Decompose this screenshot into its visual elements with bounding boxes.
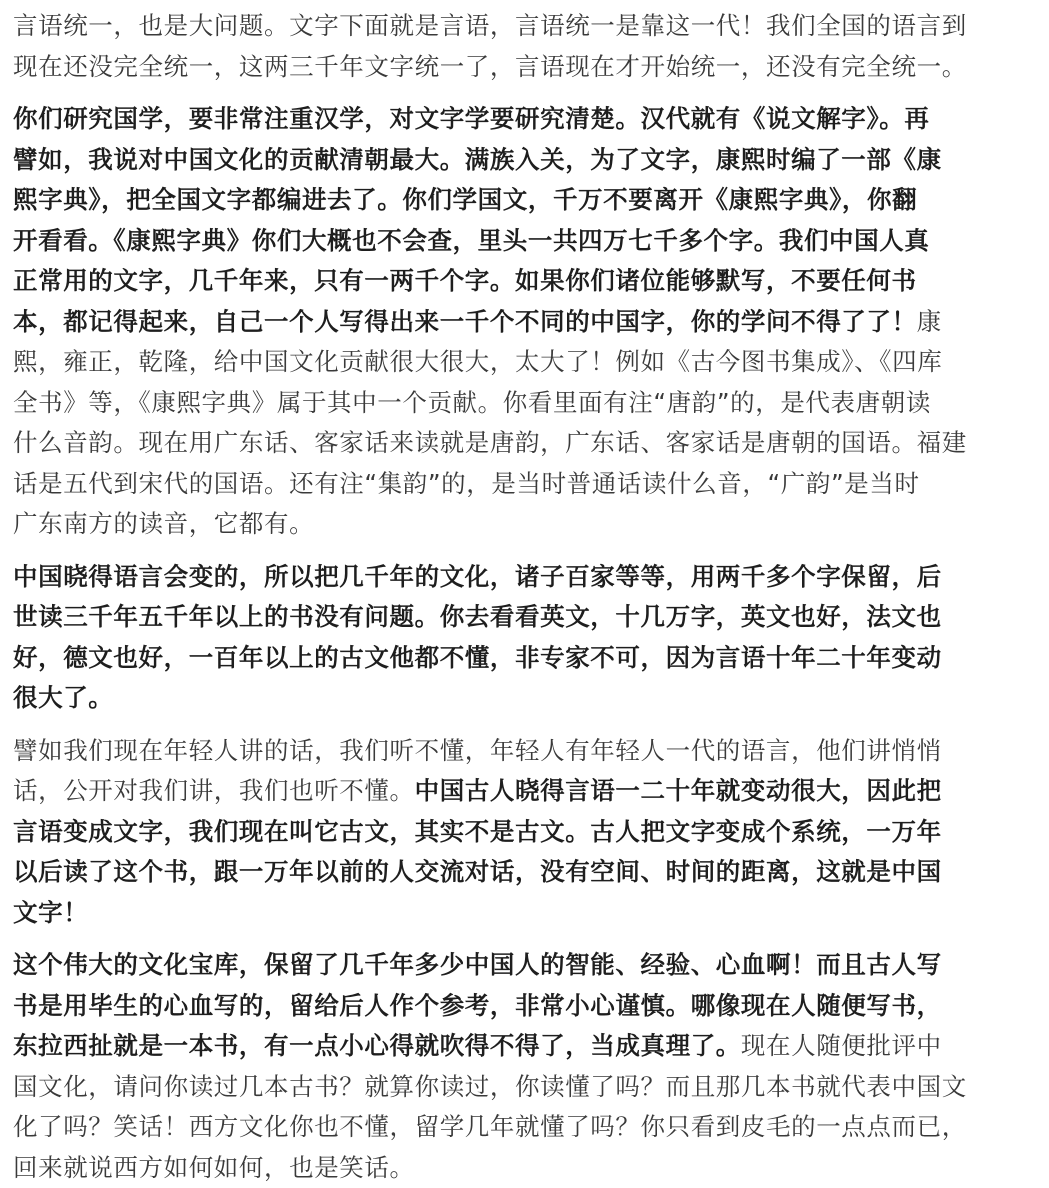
regular-text-run: 话是五代到宋代的国语。还有注“集韵”的，是当时普通话读什么音，“广韵”是当时 [13,469,920,498]
bold-text-run: 中国古人晓得言语一二十年就变动很大，因此把 [415,776,942,805]
bold-text-run: 正常用的文字，几千年来，只有一两千个字。如果你们诸位能够默写，不要任何书 [13,266,917,295]
text-line [13,1067,1035,1108]
text-line [13,221,1035,262]
text-line [13,423,1035,464]
text-line [13,852,1035,893]
text-line [13,6,1035,47]
text-line [13,140,1035,181]
bold-text-run: 开看看。《康熙字典》你们大概也不会查，里头一共四万七千多个字。我们中国人真 [13,226,929,255]
text-line [13,47,1035,88]
bold-text-run: 文字！ [13,898,88,927]
text-line [13,1026,1035,1067]
regular-text-run: 全书》等，《康熙字典》属于其中一个贡献。你看里面有注“唐韵”的，是代表唐朝读 [13,388,931,417]
text-line [13,302,1035,343]
regular-text-run: 言语统一，也是大问题。文字下面就是言语，言语统一是靠这一代！我们全国的语言到 [13,11,967,40]
paragraph [13,99,1035,545]
bold-text-run: 本，都记得起来，自己一个人写得出来一千个不同的中国字，你的学问不得了了！ [13,307,917,336]
text-line [13,342,1035,383]
text-line [13,812,1035,853]
text-line [13,261,1035,302]
text-line [13,1148,1035,1188]
text-line [13,597,1035,638]
bold-text-run: 好，德文也好，一百年以上的古文他都不懂，非专家不可，因为言语十年二十年变动 [13,643,942,672]
text-line [13,464,1035,505]
regular-text-run: 广东南方的读音，它都有。 [13,509,314,538]
text-line [13,557,1035,598]
text-line [13,986,1035,1027]
text-line [13,771,1035,812]
text-line [13,945,1035,986]
bold-text-run: 你们研究国学，要非常注重汉学，对文字学要研究清楚。汉代就有《说文解字》。再 [13,104,929,133]
bold-text-run: 世读三千年五千年以上的书没有问题。你去看看英文，十几万字，英文也好，法文也 [13,602,942,631]
bold-text-run: 熙字典》，把全国文字都编进去了。你们学国文，千万不要离开《康熙字典》，你翻 [13,185,917,214]
bold-text-run: 以后读了这个书，跟一万年以前的人交流对话，没有空间、时间的距离，这就是中国 [13,857,942,886]
text-line [13,99,1035,140]
text-line [13,678,1035,719]
bold-text-run: 东拉西扯就是一本书，有一点小心得就吹得不得了，当成真理了。 [13,1031,741,1060]
text-line [13,383,1035,424]
text-line [13,638,1035,679]
regular-text-run: 现在还没完全统一，这两三千年文字统一了，言语现在才开始统一，还没有完全统一。 [13,52,967,81]
bold-text-run: 书是用毕生的心血写的，留给后人作个参考，非常小心谨慎。哪像现在人随便写书， [13,991,942,1020]
text-line [13,180,1035,221]
regular-text-run: 现在人随便批评中 [741,1031,942,1060]
regular-text-run: 回来就说西方如何如何，也是笑话。 [13,1153,415,1182]
text-line [13,731,1035,772]
paragraph [13,945,1035,1188]
text-line [13,893,1035,934]
paragraph [13,731,1035,934]
bold-text-run: 这个伟大的文化宝库，保留了几千年多少中国人的智能、经验、心血啊！而且古人写 [13,950,942,979]
regular-text-run: 话，公开对我们讲，我们也听不懂。 [13,776,415,805]
regular-text-run: 国文化，请问你读过几本古书？就算你读过，你读懂了吗？而且那几本书就代表中国文 [13,1072,967,1101]
bold-text-run: 很大了。 [13,683,113,712]
text-line [13,1107,1035,1148]
regular-text-run: 譬如我们现在年轻人讲的话，我们听不懂，年轻人有年轻人一代的语言，他们讲悄悄 [13,736,942,765]
paragraph [13,6,1035,87]
regular-text-run: 康 [917,307,942,336]
paragraph [13,557,1035,719]
bold-text-run: 言语变成文字，我们现在叫它古文，其实不是古文。古人把文字变成个系统，一万年 [13,817,942,846]
regular-text-run: 什么音韵。现在用广东话、客家话来读就是唐韵，广东话、客家话是唐朝的国语。福建 [13,428,967,457]
bold-text-run: 中国晓得语言会变的，所以把几千年的文化，诸子百家等等，用两千多个字保留，后 [13,562,942,591]
bold-text-run: 譬如，我说对中国文化的贡献清朝最大。满族入关，为了文字，康熙时编了一部《康 [13,145,942,174]
regular-text-run: 化了吗？笑话！西方文化你也不懂，留学几年就懂了吗？你只看到皮毛的一点点而已， [13,1112,967,1141]
text-line [13,504,1035,545]
regular-text-run: 熙，雍正，乾隆，给中国文化贡献很大很大，太大了！例如《古今图书集成》、《四库 [13,347,942,376]
